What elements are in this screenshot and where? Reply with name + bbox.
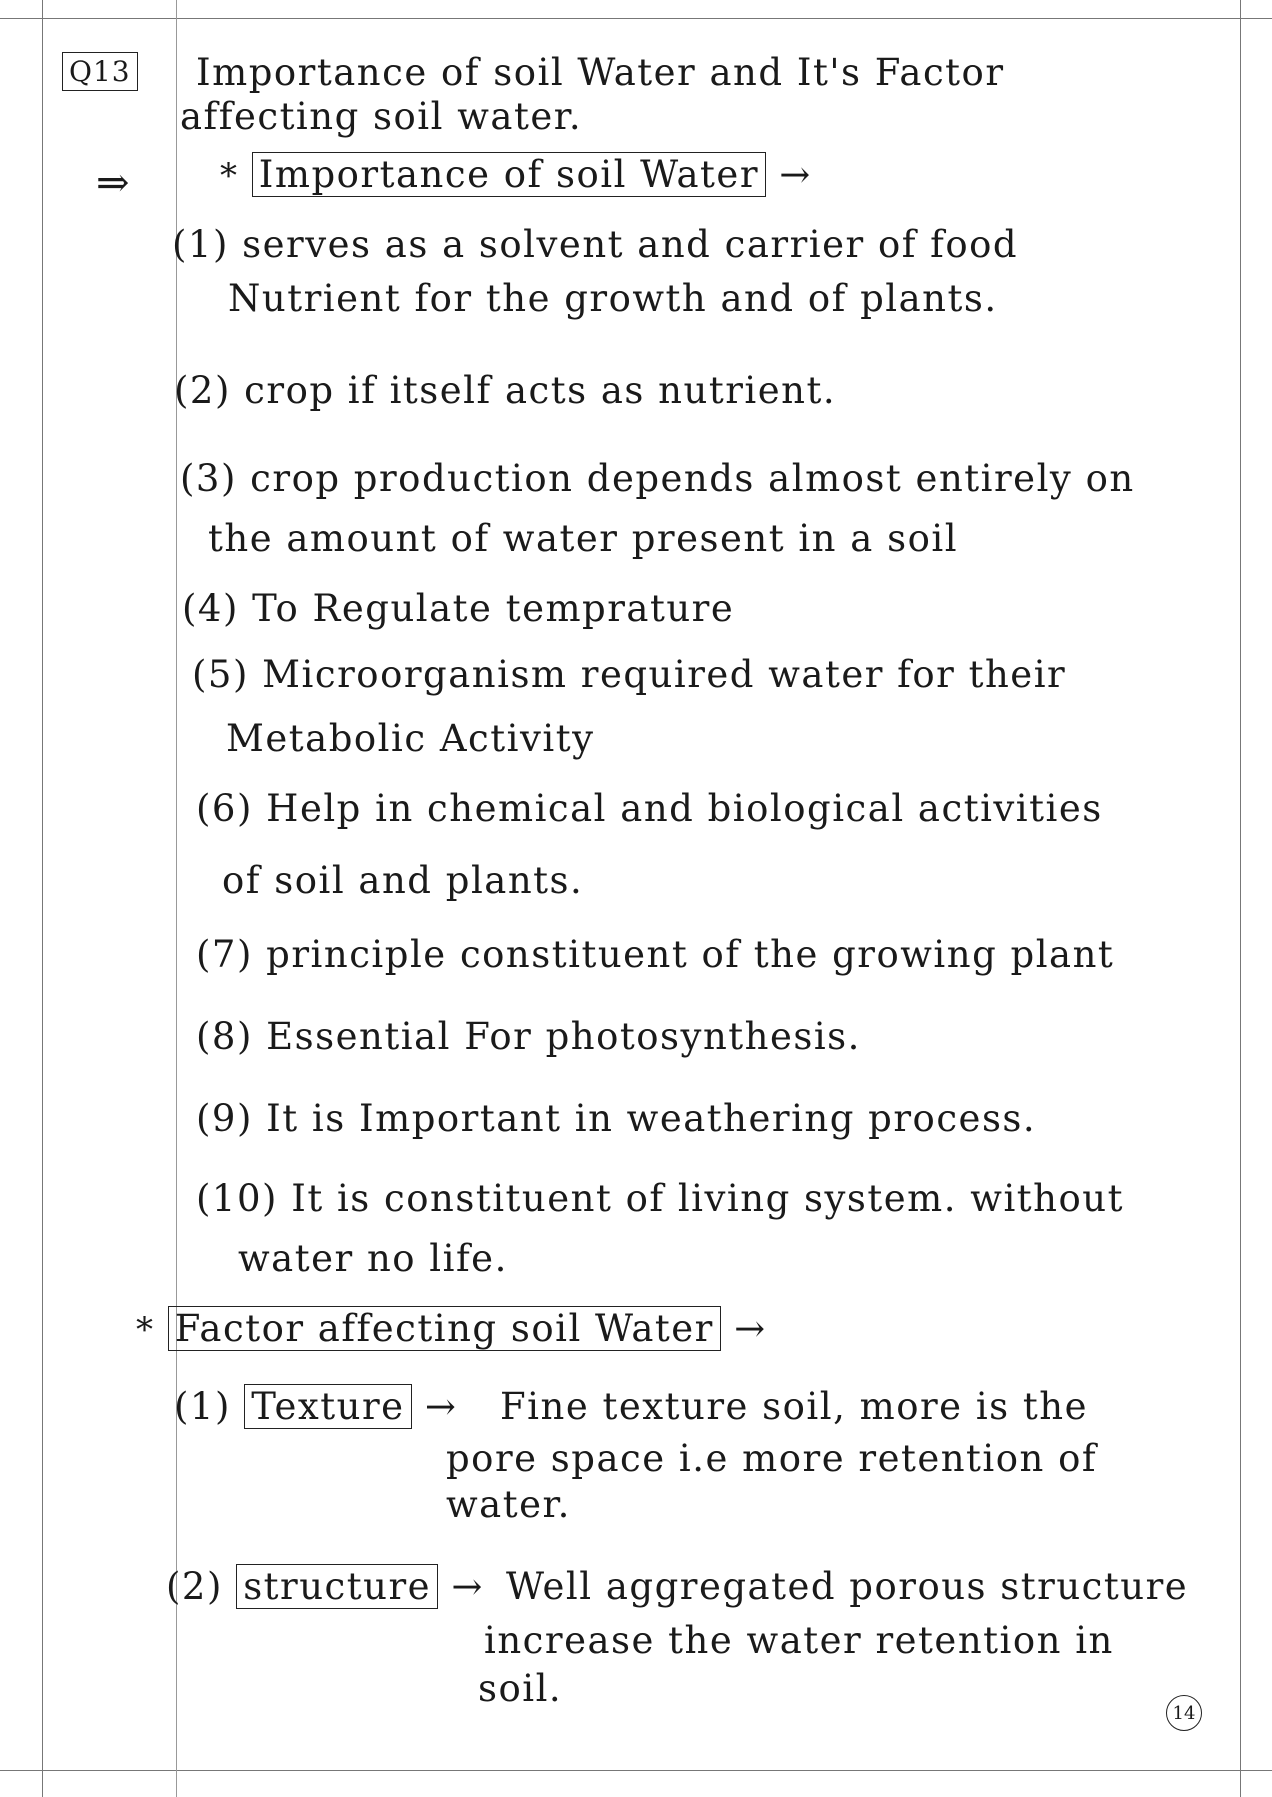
arrow-icon: → (734, 1307, 767, 1350)
star-icon: * (220, 156, 239, 196)
list-item: (4) To Regulate temprature (182, 587, 735, 630)
question-title-line1: Importance of soil Water and It's Factor (196, 51, 1005, 94)
star-icon: * (136, 1310, 155, 1350)
list-item-cont: Metabolic Activity (226, 717, 595, 760)
factor-text: Well aggregated porous structure (506, 1565, 1189, 1608)
right-rule (1240, 0, 1241, 1797)
question-title-line2: affecting soil water. (180, 95, 583, 138)
list-item: (8) Essential For photosynthesis. (196, 1015, 861, 1058)
section2-heading (136, 1307, 767, 1350)
question-number: Q13 (62, 52, 138, 91)
section2-heading-text: Factor affecting soil Water (168, 1306, 721, 1351)
margin-line (176, 0, 177, 1797)
factor-text: pore space i.e more retention of (446, 1437, 1098, 1480)
arrow-icon: → (779, 153, 812, 196)
factor-item (174, 1385, 458, 1428)
list-item: (9) It is Important in weathering process. (196, 1097, 1037, 1140)
list-item-cont: of soil and plants. (222, 859, 584, 902)
pointer-arrow-icon: ⇒ (96, 160, 130, 206)
list-item: (3) crop production depends almost entirely on (180, 457, 1135, 500)
list-item: (10) It is constituent of living system. without (196, 1177, 1124, 1220)
list-item-cont: the amount of water present in a soil (208, 517, 959, 560)
factor-item (166, 1565, 484, 1608)
factor-number: (2) (166, 1565, 223, 1608)
factor-text: water. (446, 1483, 571, 1526)
factor-text: soil. (478, 1667, 563, 1710)
factor-label: Texture (244, 1384, 411, 1429)
section1-heading-text: Importance of soil Water (252, 152, 766, 197)
list-item: (7) principle constituent of the growing plant (196, 933, 1115, 976)
list-item: (2) crop if itself acts as nutrient. (174, 369, 837, 412)
list-item-cont: water no life. (238, 1237, 508, 1280)
factor-label: structure (236, 1564, 438, 1609)
factor-text: increase the water retention in (484, 1619, 1114, 1662)
left-rule (42, 0, 43, 1797)
list-item-cont: Nutrient for the growth and of plants. (228, 277, 998, 320)
arrow-icon: → (424, 1385, 458, 1428)
arrow-icon: → (451, 1565, 484, 1608)
top-rule (0, 18, 1272, 19)
factor-text: Fine texture soil, more is the (500, 1385, 1089, 1428)
bottom-rule (0, 1770, 1272, 1771)
list-item: (5) Microorganism required water for their (192, 653, 1067, 696)
list-item: (1) serves as a solvent and carrier of food (172, 223, 1019, 266)
section1-heading (220, 153, 812, 196)
factor-number: (1) (174, 1385, 231, 1428)
list-item: (6) Help in chemical and biological activities (196, 787, 1103, 830)
page-number: 14 (1166, 1695, 1202, 1731)
